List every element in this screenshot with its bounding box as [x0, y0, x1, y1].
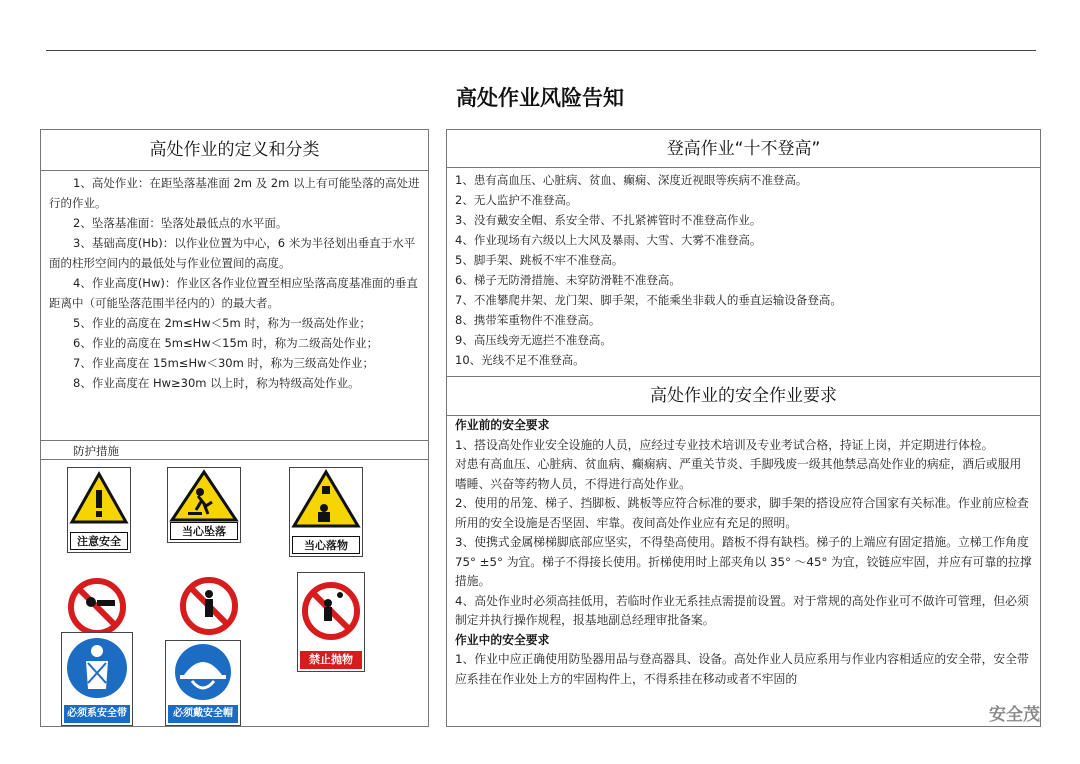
no-throwing-icon: [298, 573, 364, 647]
falling-object-sign: [289, 467, 363, 557]
definition-item: 5、作业的高度在 2m≤Hw＜5m 时，称为一级高处作业；: [73, 316, 371, 330]
definition-item: 8、作业高度在 Hw≥30m 以上时，称为特级高处作业。: [73, 376, 360, 390]
rule-item: 10、光线不足不准登高。: [455, 353, 585, 367]
requirement-paragraph: 4、高处作业时必须高挂低用，若临时作业无系挂点需提前设置。对于常规的高处作业可不做许可管理，但必须制定并执行操作规程，报基地副总经理审批备案。: [455, 593, 1029, 627]
safety-harness-icon: [62, 633, 132, 703]
safety-signs: [41, 462, 428, 726]
ten-rules-heading: 登高作业“十不登高”: [447, 130, 1040, 168]
definition-heading: 高处作业的定义和分类: [41, 130, 428, 171]
no-throwing-sign: [297, 572, 365, 672]
rule-item: 6、梯子无防滑措施、未穿防滑鞋不准登高。: [455, 273, 681, 287]
caution-sign-label: 注意安全: [70, 532, 128, 550]
rule-item: 8、携带笨重物件不准登高。: [455, 313, 601, 327]
definition-item: 1、高处作业：在距坠落基准面 2m 及 2m 以上有可能坠落的高处进行的作业。: [49, 176, 420, 210]
rule-item: 3、没有戴安全帽、系安全带、不扎紧裤管时不准登高作业。: [455, 213, 762, 227]
requirement-paragraph: 1、搭设高处作业安全设施的人员，应经过专业技术培训及专业考试合格，持证上岗，并定期进行体检。: [455, 437, 994, 452]
requirement-paragraph: 3、使携式金属梯梯脚底部应坚实，不得垫高使用。踏板不得有缺档。梯子的上端应有固定措施。立梯工作角度 75° ±5° 为宜。梯子不得接长使用。折梯使用时上部夹角以 35° ～45° 为宜，铰链应牢固，并应有可靠的拉撑措施。: [455, 535, 1032, 588]
definition-item: 6、作业的高度在 5m≤Hw＜15m 时，称为二级高处作业；: [73, 336, 379, 350]
definition-panel: [40, 129, 429, 727]
rule-item: 7、不准攀爬井架、龙门架、脚手架，不能乘坐非载人的垂直运输设备登高。: [455, 293, 842, 307]
caution-sign: [67, 467, 131, 553]
warning-exclamation-icon: [68, 468, 130, 530]
fall-warning-label: 当心坠落: [170, 522, 238, 540]
requirement-paragraph: 1、作业中应正确使用防坠器用品与登高器具、设备。高处作业人员应系用与作业内容相适应的安全带，安全带应系挂在作业处上方的牢固构件上，不得系挂在移动或者不牢固的: [455, 652, 1029, 686]
requirement-paragraph: 对患有高血压、心脏病、贫血病、癫痫病、严重关节炎、手脚残废一级其他禁忌高处作业的病症，酒后或服用嗜睡、兴奋等药物人员，不得进行高处作业。: [455, 457, 1022, 491]
protection-label: 防护措施: [41, 440, 428, 460]
during-work-subtitle: 作业中的安全要求: [455, 632, 550, 647]
helmet-sign: [165, 640, 241, 726]
helmet-label: 必须戴安全帽: [168, 705, 238, 723]
rule-item: 1、患有高血压、心脏病、贫血、癫痫、深度近视眼等疾病不准登高。: [455, 173, 808, 187]
definition-item: 7、作业高度在 15m≤Hw＜30m 时，称为三级高处作业；: [73, 356, 374, 370]
rule-item: 9、高压线旁无遮拦不准登高。: [455, 333, 612, 347]
header-rule: [46, 50, 1036, 51]
definition-item: 3、基础高度(Hb)：以作业位置为中心，6 米为半径划出垂直于水平面的柱形空间内的最低处与作业位置间的高度。: [49, 236, 416, 270]
definition-list: [41, 171, 428, 441]
fall-warning-sign: [167, 467, 241, 543]
prohibition-sign-1: [61, 574, 133, 640]
requirement-paragraph: 2、使用的吊笼、梯子、挡脚板、跳板等应符合标准的要求，脚手架的搭设应符合国家有关标准。作业前应检查所用的安全设施是否坚固、牢靠。夜间高处作业应有充足的照明。: [455, 496, 1029, 530]
rule-item: 5、脚手架、跳板不牢不准登高。: [455, 253, 624, 267]
rule-item: 4、作业现场有六级以上大风及暴雨、大雪、大雾不准登高。: [455, 233, 762, 247]
falling-person-icon: [168, 468, 240, 524]
definition-item: 4、作业高度(Hw)：作业区各作业位置至相应坠落高度基准面的垂直距离中（可能坠落范围半径内的）的最大者。: [49, 276, 418, 310]
safety-requirements-heading: 高处作业的安全作业要求: [447, 377, 1040, 416]
before-work-subtitle: 作业前的安全要求: [455, 418, 550, 432]
falling-object-label: 当心落物: [292, 536, 360, 554]
watermark-text: 安全茂: [989, 705, 1040, 725]
definition-item: 2、坠落基准面：坠落处最低点的水平面。: [73, 216, 288, 230]
safety-requirements-body: [447, 416, 1040, 689]
prohibition-icon: [61, 574, 133, 640]
no-throwing-label: 禁止抛物: [300, 651, 362, 669]
requirements-panel: [446, 129, 1041, 727]
harness-label: 必须系安全带: [64, 705, 130, 723]
ten-rules-list: [447, 168, 1040, 377]
rule-item: 2、无人监护不准登高。: [455, 193, 578, 207]
safety-helmet-icon: [166, 641, 240, 703]
falling-object-icon: [290, 468, 362, 532]
harness-sign: [61, 632, 133, 726]
document-title: 高处作业风险告知: [456, 86, 624, 110]
